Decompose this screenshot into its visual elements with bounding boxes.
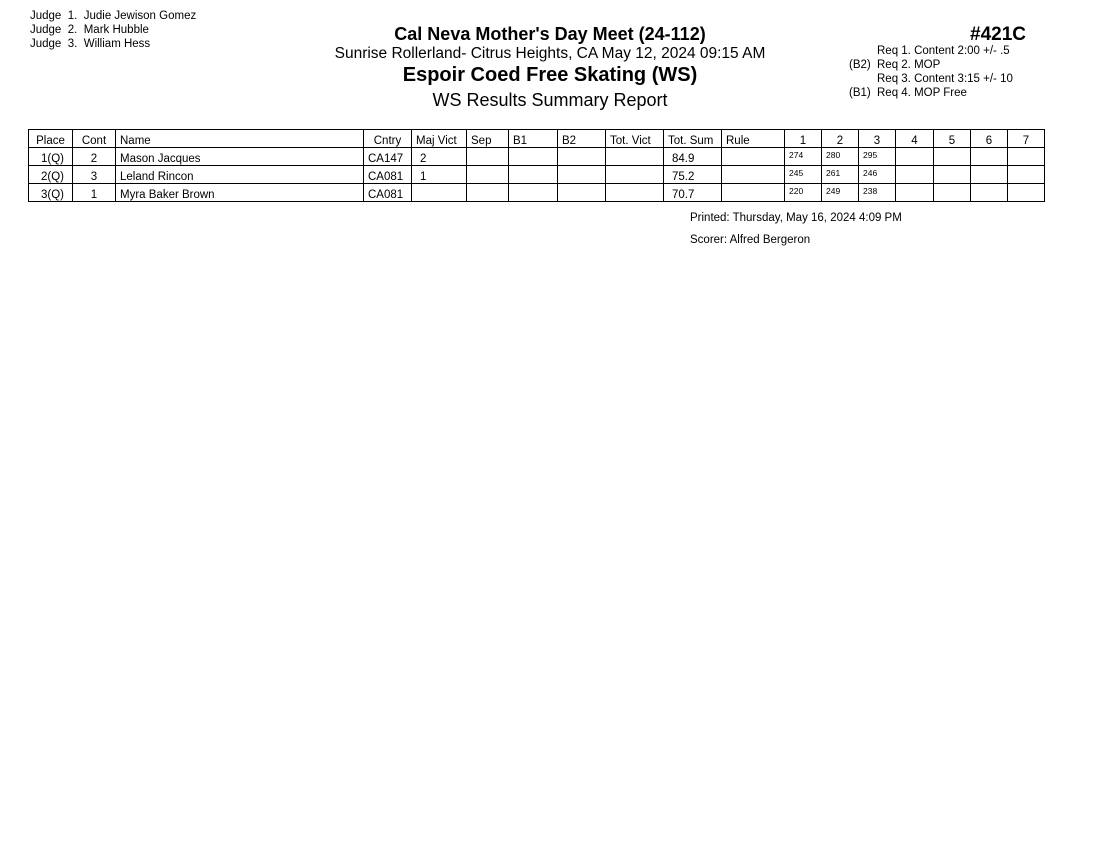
cell-cont: 3 xyxy=(73,166,116,184)
division-title: Espoir Coed Free Skating (WS) xyxy=(402,64,698,86)
judges-list xyxy=(30,9,196,51)
requirement-prefix xyxy=(849,72,877,86)
cell-sep xyxy=(467,166,509,184)
cell-score-judge-2: 249 xyxy=(822,184,859,202)
requirement-prefix: (B2) xyxy=(849,59,871,71)
header-b1: B1 xyxy=(509,130,558,148)
cell-score-judge-5 xyxy=(934,184,971,202)
cell-score-judge-4 xyxy=(896,166,934,184)
requirement-text: Req 1. Content 2:00 +/- .5 xyxy=(877,45,1010,57)
cell-score-judge-4 xyxy=(896,148,934,166)
requirements-list xyxy=(849,44,1013,100)
header-cont: Cont xyxy=(73,130,116,148)
judge-name: Mark Hubble xyxy=(83,24,149,36)
cell-b1 xyxy=(509,166,558,184)
cell-score-judge-5 xyxy=(934,148,971,166)
header-maj-vict: Maj Vict xyxy=(412,130,467,148)
report-title: WS Results Summary Report xyxy=(432,90,668,110)
results-table xyxy=(28,129,1045,202)
table-header-row xyxy=(29,130,1045,148)
cell-score-judge-6 xyxy=(971,184,1008,202)
requirement-text: Req 4. MOP Free xyxy=(877,87,967,99)
cell-score-judge-2: 261 xyxy=(822,166,859,184)
header-tot-sum: Tot. Sum xyxy=(664,130,722,148)
cell-sep xyxy=(467,184,509,202)
requirement-prefix xyxy=(849,44,877,58)
cell-tot-sum: 70.7 xyxy=(664,184,722,202)
header-place: Place xyxy=(29,130,73,148)
cell-cntry: CA147 xyxy=(364,148,412,166)
cell-score-judge-1: 245 xyxy=(785,166,822,184)
cell-tot-vict xyxy=(606,148,664,166)
header-name: Name xyxy=(116,130,364,148)
judge-label: Judge 2. xyxy=(30,24,78,36)
cell-name: Mason Jacques xyxy=(116,148,364,166)
table-row xyxy=(29,184,1045,202)
cell-cont: 1 xyxy=(73,184,116,202)
cell-score-judge-1: 220 xyxy=(785,184,822,202)
cell-b2 xyxy=(558,148,606,166)
header-judge-6: 6 xyxy=(971,130,1008,148)
header-cntry: Cntry xyxy=(364,130,412,148)
event-number: #421C xyxy=(970,24,1026,45)
cell-score-judge-2: 280 xyxy=(822,148,859,166)
event-title: Cal Neva Mother's Day Meet (24-112) xyxy=(394,24,706,44)
cell-score-judge-4 xyxy=(896,184,934,202)
judge-label: Judge 3. xyxy=(30,38,78,50)
judge-line xyxy=(30,9,196,23)
cell-score-judge-3: 238 xyxy=(859,184,896,202)
cell-sep xyxy=(467,148,509,166)
cell-score-judge-3: 246 xyxy=(859,166,896,184)
cell-place: 3(Q) xyxy=(29,184,73,202)
cell-maj-vict: 1 xyxy=(412,166,467,184)
header-sep: Sep xyxy=(467,130,509,148)
cell-name: Leland Rincon xyxy=(116,166,364,184)
cell-maj-vict xyxy=(412,184,467,202)
header-judge-2: 2 xyxy=(822,130,859,148)
requirement-line xyxy=(849,58,1013,72)
cell-tot-sum: 75.2 xyxy=(664,166,722,184)
scorer-name: Scorer: Alfred Bergeron xyxy=(690,234,811,246)
judge-name: Judie Jewison Gomez xyxy=(83,10,197,22)
header-rule: Rule xyxy=(722,130,785,148)
cell-tot-vict xyxy=(606,166,664,184)
cell-score-judge-6 xyxy=(971,166,1008,184)
cell-cntry: CA081 xyxy=(364,184,412,202)
header-judge-3: 3 xyxy=(859,130,896,148)
cell-score-judge-1: 274 xyxy=(785,148,822,166)
cell-score-judge-3: 295 xyxy=(859,148,896,166)
cell-name: Myra Baker Brown xyxy=(116,184,364,202)
header-judge-4: 4 xyxy=(896,130,934,148)
cell-maj-vict: 2 xyxy=(412,148,467,166)
judge-line xyxy=(30,37,196,51)
cell-b2 xyxy=(558,184,606,202)
header-b2: B2 xyxy=(558,130,606,148)
requirement-line xyxy=(849,44,1013,58)
cell-rule xyxy=(722,166,785,184)
cell-score-judge-7 xyxy=(1008,148,1045,166)
cell-cntry: CA081 xyxy=(364,166,412,184)
header-judge-1: 1 xyxy=(785,130,822,148)
cell-b1 xyxy=(509,148,558,166)
cell-tot-sum: 84.9 xyxy=(664,148,722,166)
judge-label: Judge 1. xyxy=(30,10,78,22)
header-judge-5: 5 xyxy=(934,130,971,148)
cell-place: 2(Q) xyxy=(29,166,73,184)
cell-score-judge-7 xyxy=(1008,166,1045,184)
judge-line xyxy=(30,23,196,37)
cell-rule xyxy=(722,148,785,166)
cell-cont: 2 xyxy=(73,148,116,166)
cell-rule xyxy=(722,184,785,202)
requirement-line xyxy=(849,86,1013,100)
requirement-text: Req 2. MOP xyxy=(877,59,941,71)
header-judge-7: 7 xyxy=(1008,130,1045,148)
header-tot-vict: Tot. Vict xyxy=(606,130,664,148)
cell-b2 xyxy=(558,166,606,184)
requirement-prefix: (B1) xyxy=(849,87,871,99)
cell-score-judge-5 xyxy=(934,166,971,184)
cell-score-judge-6 xyxy=(971,148,1008,166)
cell-score-judge-7 xyxy=(1008,184,1045,202)
requirement-text: Req 3. Content 3:15 +/- 10 xyxy=(877,73,1013,85)
cell-tot-vict xyxy=(606,184,664,202)
cell-place: 1(Q) xyxy=(29,148,73,166)
event-location: Sunrise Rollerland- Citrus Heights, CA May 12, 2024 09:15 AM xyxy=(334,45,766,62)
judge-name: William Hess xyxy=(83,38,151,50)
requirement-line xyxy=(849,72,1013,86)
table-row xyxy=(29,166,1045,184)
table-row xyxy=(29,148,1045,166)
cell-b1 xyxy=(509,184,558,202)
printed-timestamp: Printed: Thursday, May 16, 2024 4:09 PM xyxy=(690,212,902,224)
